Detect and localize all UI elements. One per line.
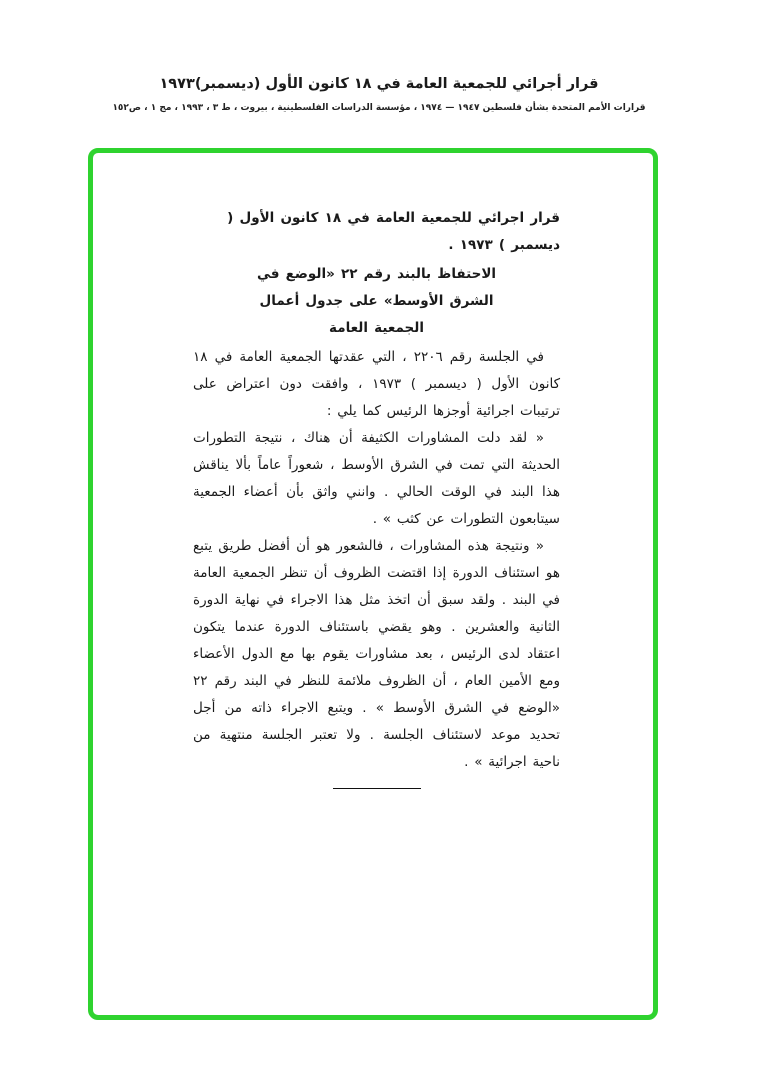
source-citation: قرارات الأمم المتحدة بشأن فلسطين ١٩٤٧ — ١٩٧٤ ، مؤسسة الدراسات الفلسطينية ، بيروت ، ط ٣ ، ١٩٩٣ ، مج ١ ، ص١٥٢ [112,103,646,113]
scan-content [193,205,560,789]
end-rule [333,788,421,789]
page-title: قرار أجرائي للجمعية العامة في ١٨ كانون الأول (ديسمبر)١٩٧٣ [159,76,599,92]
subheading-line: الشرق الأوسط» على جدول أعمال [259,293,494,309]
subheading-line: الاحتفاظ بالبند رقم ٢٢ «الوضع في [256,266,497,282]
paragraph: في الجلسة رقم ٢٢٠٦ ، التي عقدتها الجمعية العامة في ١٨ كانون الأول ( ديسمبر ) ١٩٧٣ ، وافقت دون اعتراض على ترتيبات اجرائية أوجزها الرئيس كما يلي : [193,349,561,419]
paragraph: « لقد دلت المشاورات الكثيفة أن هناك ، نتيجة التطورات الحديثة التي تمت في الشرق الأوسط ، شعوراً عاماً بألا يناقش هذا البند في الوقت الحالي . وانني واثق بأن أعضاء الجمعية سيتابعون التطورات عن كثب » . [193,430,560,527]
subheading-line: الجمعية العامة [329,320,424,336]
resolution-subheading [193,261,560,342]
paragraph: « ونتيجة هذه المشاورات ، فالشعور هو أن أفضل طريق يتبع هو استئناف الدورة إذا اقتضت الظروف أن تنظر الجمعية العامة في البند . ولقد سبق أن اتخذ مثل هذا الاجراء في نهاية الدورة الثانية والعشرين . وهو يقضي باستئناف الدورة عندما يتكون اعتقاد لدى الرئيس ، بعد مشاورات يقوم بها مع الدول الأعضاء ومع الأمين العام ، أن الظروف ملائمة للنظر في البند رقم ٢٢ «الوضع في الشرق الأوسط » . ويتبع الاجراء ذاته من أجل تحديد موعد لاستئناف الجلسة . ولا تعتبر الجلسة منتهية من ناحية اجرائية » . [193,538,560,770]
scan-frame [88,148,658,1020]
resolution-heading: قرار اجرائي للجمعية العامة في ١٨ كانون الأول ( ديسمبر ) ١٩٧٣ . [227,210,560,253]
